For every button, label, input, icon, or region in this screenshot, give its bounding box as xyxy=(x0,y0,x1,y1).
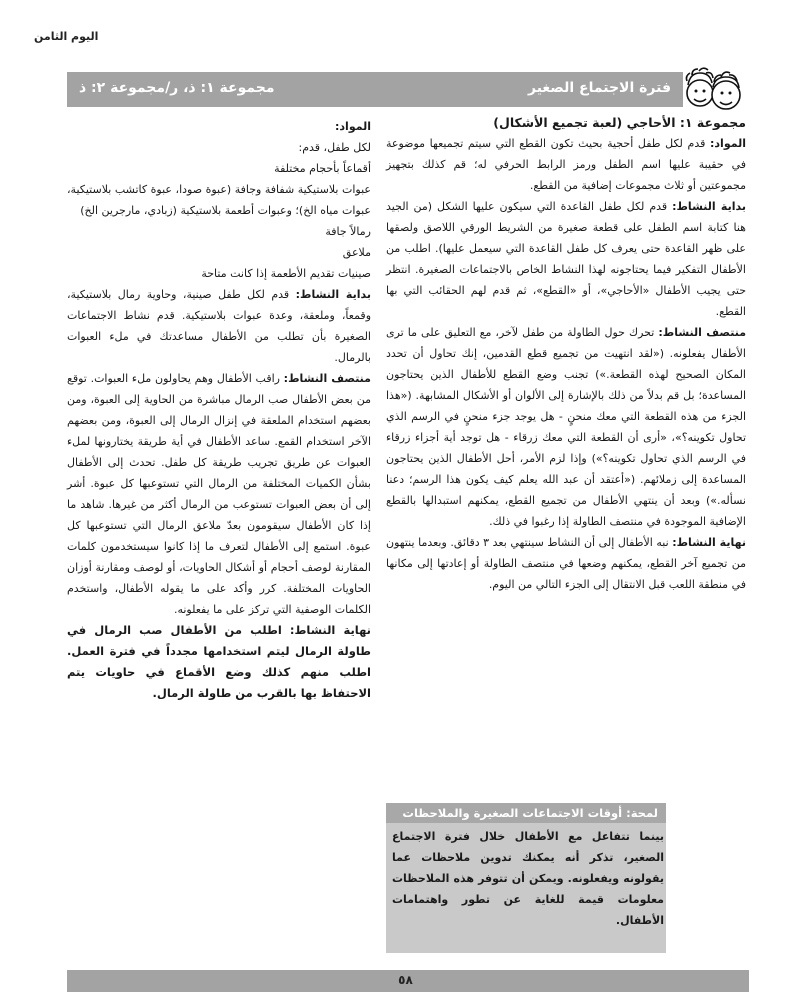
start-text: قدم لكل طفل صينية، وحاوية رمال بلاستيكية، وقمعاً، وملعقة، وعدة عبوات بلاستيكية. قدم نشاط الاجتماعات الصغيرة بأن تطلب من الأطفال مساعدتك في ملء العبوات بالرمال. xyxy=(67,288,371,364)
page-number-value: ٥٨ xyxy=(398,973,413,987)
group-two-materials-label: المواد: xyxy=(335,120,371,133)
group-two-end xyxy=(67,620,371,704)
end-text: نبه الأطفال إلى أن النشاط سينتهي بعد ٣ دقائق. وبعدما ينتهون من تجميع آخر القطع، يمكنهم وضعها في منتصف الطاولة أو إعادتها إلى مكانها في منطقة اللعب قبل الانتقال إلى الجزء التالي من اليوم. xyxy=(386,536,746,591)
middle-label: منتصف النشاط: xyxy=(283,372,371,385)
materials-label: المواد: xyxy=(710,137,746,150)
section-header-bar xyxy=(67,72,683,107)
end-label: نهاية النشاط: xyxy=(672,536,746,549)
list-item: عبوات بلاستيكية شفافة وجافة (عبوة صودا، عبوة كاتشب بلاستيكية، عبوات مياه الخ)؛ وعبوات أطعمة بلاستيكية (زبادي، مارجرين الخ) xyxy=(67,183,371,217)
list-item: صينيات تقديم الأطعمة إذا كانت متاحة xyxy=(201,267,371,280)
list-item: أقماعاً بأحجام مختلفة xyxy=(274,162,371,175)
middle-text: تحرك حول الطاولة من طفل لآخر، مع التعليق على ما ترى الأطفال يفعلونه. («لقد انتهيت من تجميع قطع القدمين، إنك تحاول أن تحدد المكان الصحيح لهذه القطعة.») تجنب وضع القطع للأطفال الذين يحتاجون المساعدة؛ بل قم بدلاً من ذلك بالإشارة إلى الألوان أو الأشكال المشابهة. («هذا الجزء من هذه القطعة التي معك منحنٍ - هل يوجد جزء منحنٍ في الرسم الذي تحاول تكوينه؟»، «أرى أن القطعة التي معك زرقاء - هل توجد أية أجزاء زرقاء في الرسم الذي تحاول تكوينه؟») وإذا لزم الأمر، أحل الأطفال الذين يحتاجون المساعدة إلى زملائهم. («أعتقد أن عبد الله يعلم كيف يكون هذا الرسم؛ دعنا نسأله.») وبعد أن ينتهي الأطفال من تجميع القطع، يمكنهم استبدالها بالقطع الإضافية الموجودة في منتصف الطاولة إذا رغبوا في ذلك. xyxy=(386,326,746,528)
group-two-column xyxy=(67,116,371,704)
group-one-materials xyxy=(386,133,746,196)
end-label: نهاية النشاط: xyxy=(289,623,371,637)
start-text: قدم لكل طفل القاعدة التي سيكون عليها الشكل (من الجيد هنا كتابة اسم الطفل على قطعة صغيرة من الشريط الورقي اللاصق ولصقها على ظهر القاعدة حتى يعرف كل طفل القاعدة التي سيعمل عليها). اطلب من الأطفال التفكير فيما يحتاجونه لهذا النشاط الخاص بالاجتماعات الصغيرة. انتظر حتى يجيب الأطفال «الأحاجي»، أو «القطع»، ثم قدم لهم الحقائب التي بها القطع. xyxy=(386,200,746,318)
middle-text: راقب الأطفال وهم يحاولون ملء العبوات. توقع من بعض الأطفال صب الرمال مباشرة من الحاوية إلى العبوة، ومن بعضهم استخدام الملعقة في إنزال الرمال إلى العبوة، ومن بعضهم الآخر استخدام القمع. ساعد الأطفال في أية طريقة يختارونها لملء العبوات عن طريق تجريب طريقة كل طفل. تحدث إلى الأطفال بشأن الكميات المختلفة من الرمال التي تستوعبها كل عبوة. أشر إلى أن بعض العبوات تستوعب من الرمال أكثر من غيرها. شاهد ما إذا كان الأطفال سيقومون بعدّ ملاعق الرمال التي تستوعبها كل عبوة. استمع إلى الأطفال لتعرف ما إذا كانوا سيستخدمون كلمات المقارنة لوصف أحجام أو أشكال الحاويات، أو لوصف ومقارنة أوزان الحاويات المختلفة. كرر وأكد على ما يقوله الأطفال، واستخدم الكلمات الوصفية التي تركز على ما يفعلونه. xyxy=(67,372,371,616)
list-item: ملاعق xyxy=(342,246,371,259)
page-number xyxy=(0,973,811,987)
group-one-heading: مجموعة ١: الأحاجي (لعبة تجميع الأشكال) xyxy=(493,115,746,130)
group-one-end xyxy=(386,532,746,595)
group-one-column xyxy=(386,112,746,595)
group-one-middle xyxy=(386,322,746,532)
tip-text: بينما تتفاعل مع الأطفال خلال فترة الاجتماع الصغير، تذكر أنه يمكنك تدوين ملاحظات عما يقولونه ويفعلونه. ويمكن أن تتوفر هذه الملاحظات معلومات قيمة للغاية عن تطور واهتمامات الأطفال. xyxy=(392,830,664,927)
start-label: بداية النشاط: xyxy=(295,288,371,301)
list-item: لكل طفل، قدم: xyxy=(298,141,371,154)
group-two-middle xyxy=(67,368,371,620)
middle-label: منتصف النشاط: xyxy=(658,326,747,339)
end-text: اطلب من الأطفال صب الرمال في طاولة الرمال ليتم استخدامها مجدداً في فترة العمل. اطلب منهم كذلك وضع الأقماع في حاويات يتم الاحتفاظ بها بالقرب من طاولة الرمال. xyxy=(67,623,371,700)
day-label: اليوم الثامن xyxy=(34,30,99,43)
group-two-start xyxy=(67,284,371,368)
start-label: بداية النشاط: xyxy=(672,200,746,213)
section-title: فترة الاجتماع الصغير xyxy=(527,80,671,96)
children-faces-icon xyxy=(682,67,746,117)
group-assignment: مجموعة ١: ذ، ر/مجموعة ٢: ذ xyxy=(79,80,275,96)
materials-text: قدم لكل طفل أحجية بحيث تكون القطع التي سيتم تجميعها موضوعة في حقيبة عليها اسم الطفل ورمز الرابط الحرفي له؛ قم كذلك بتجهيز مجموعتين أو ثلاث مجموعات إضافية من القطع. xyxy=(386,137,746,192)
tip-title: لمحة: أوقات الاجتماعات الصغيرة والملاحظات xyxy=(386,803,666,823)
group-one-start xyxy=(386,196,746,322)
list-item: رمالاً جافة xyxy=(325,225,371,238)
